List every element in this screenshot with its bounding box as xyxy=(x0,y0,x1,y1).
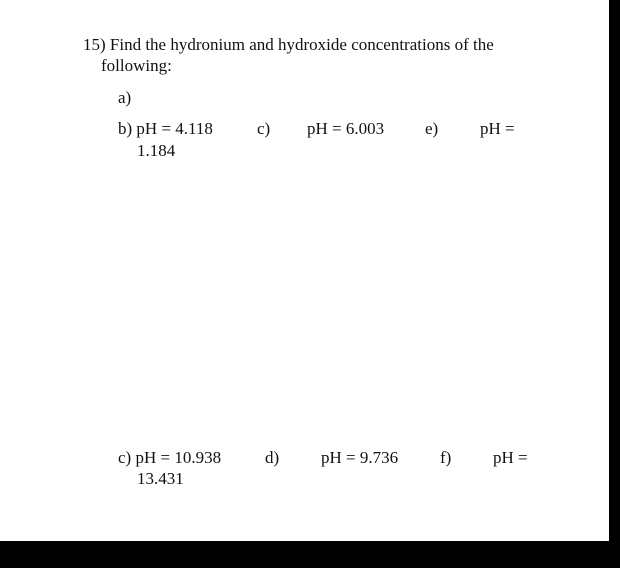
question-header: 15) Find the hydronium and hydroxide concentrations of the xyxy=(83,35,494,54)
item-d-value: pH = 9.736 xyxy=(321,448,399,467)
item-e-value: pH = xyxy=(480,119,515,138)
item-f-value: pH = xyxy=(493,448,528,467)
item-d-label: d) xyxy=(265,448,280,467)
item-f-label: f) xyxy=(440,448,452,467)
item-e-label: e) xyxy=(425,119,439,138)
item-b-text: b) pH = 4.118 xyxy=(118,119,213,138)
question-continuation: following: xyxy=(101,56,172,75)
item-c-label-top: c) xyxy=(257,119,271,138)
item-a-label: a) xyxy=(118,88,132,107)
item-c-text-bottom: c) pH = 10.938 xyxy=(118,448,222,467)
item-c-value-top: pH = 6.003 xyxy=(307,119,385,138)
item-f-wrapped-value: 13.431 xyxy=(137,469,184,488)
item-e-wrapped-value: 1.184 xyxy=(137,141,176,160)
